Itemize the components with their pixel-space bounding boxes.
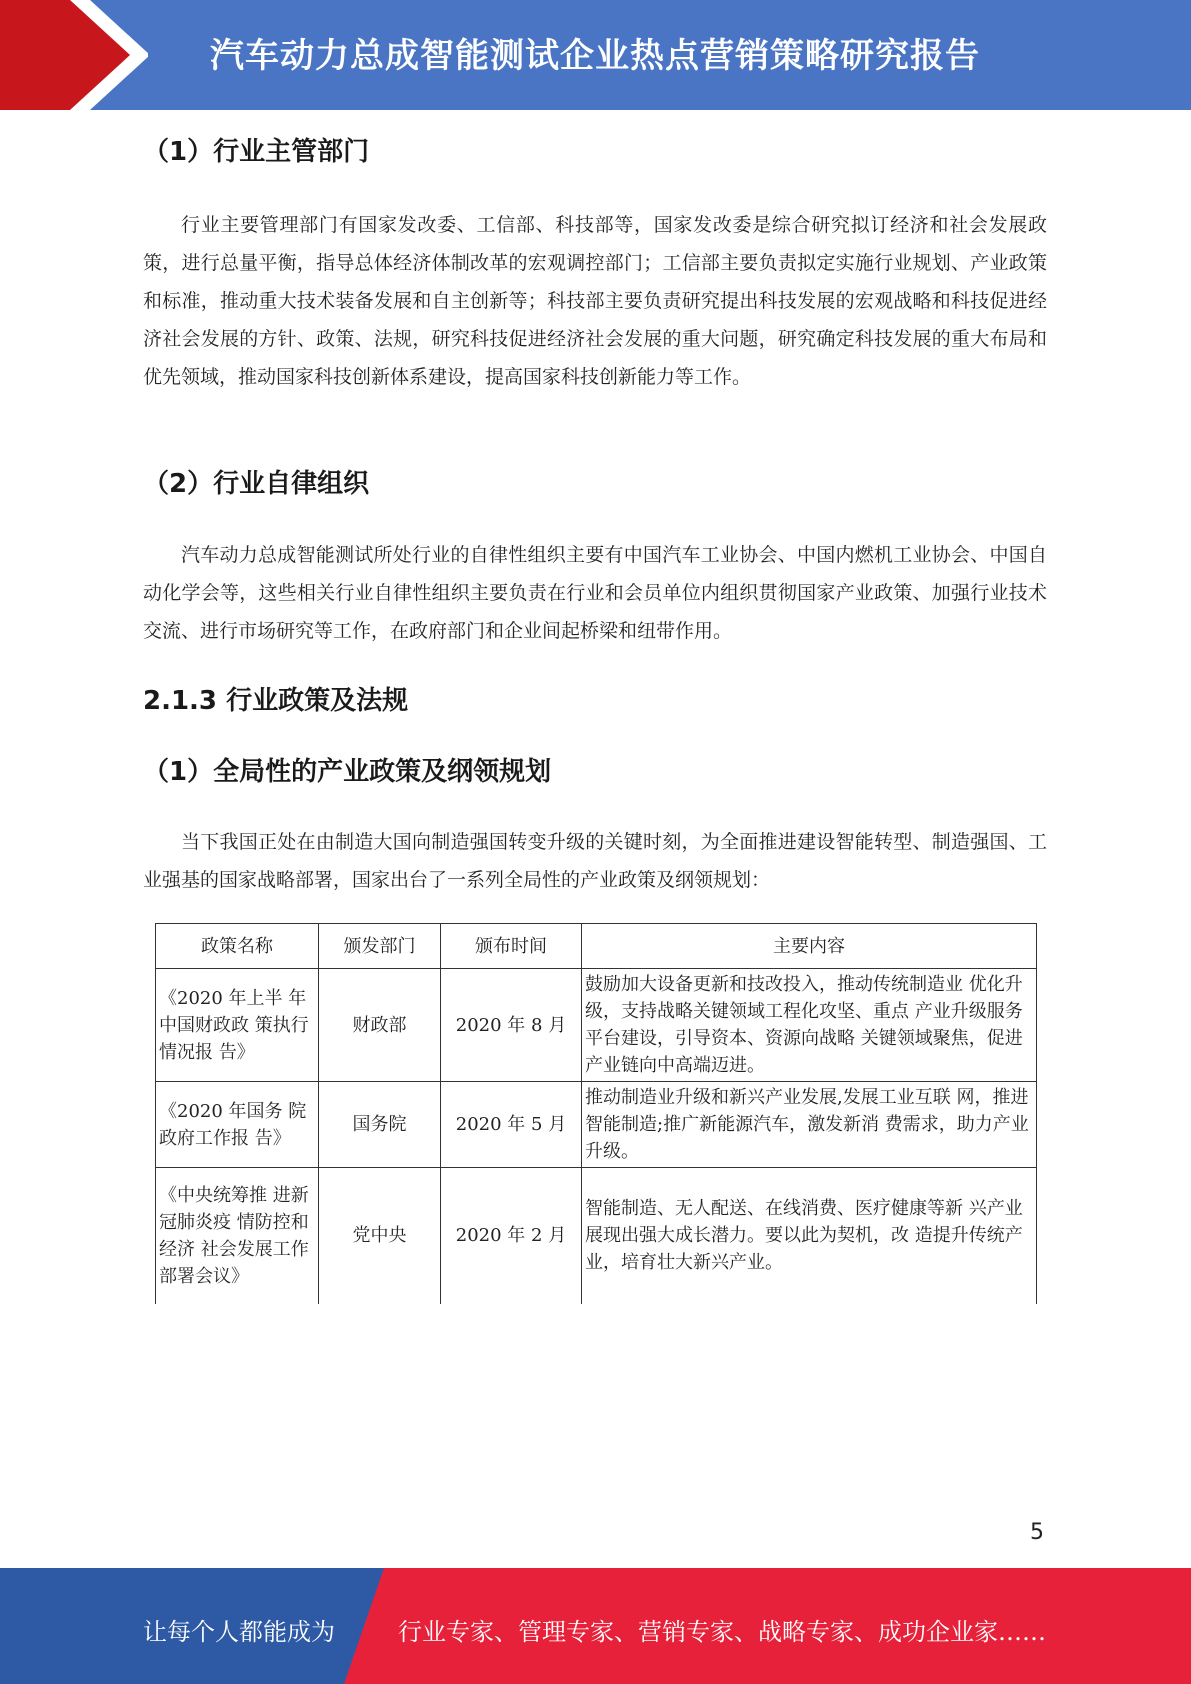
footer-slogan-right: 行业专家、管理专家、营销专家、战略专家、成功企业家…… <box>398 1618 1046 1646</box>
paragraph-industrial-policy: 当下我国正处在由制造大国向制造强国转变升级的关键时刻，为全面推进建设智能转型、制造强国、工业强基的国家战略部署，国家出台了一系列全局性的产业政策及纲领规划： <box>143 831 1047 891</box>
paragraph-self-regulation: 汽车动力总成智能测试所处行业的自律性组织主要有中国汽车工业协会、中国内燃机工业协会、中国自动化学会等，这些相关行业自律性组织主要负责在行业和会员单位内组织贯彻国家产业政策、加强行业技术交流、进行市场研究等工作，在政府部门和企业间起桥梁和纽带作用。 <box>143 544 1047 642</box>
policy-name-cell: 《2020 年上半 年中国财政政 策执行情况报 告》 <box>156 969 319 1082</box>
column-header-date: 颁布时间 <box>441 924 582 969</box>
policy-name-cell: 《中央统筹推 进新冠肺炎疫 情防控和经济 社会发展工作 部署会议》 <box>156 1168 319 1304</box>
footer-banner <box>0 1568 1191 1684</box>
report-title: 汽车动力总成智能测试企业热点营销策略研究报告 <box>210 36 980 76</box>
content-cell: 推动制造业升级和新兴产业发展,发展工业互联 网，推进智能制造;推广新能源汽车，激发新消 费需求，助力产业升级。 <box>582 1082 1037 1168</box>
column-header-department: 颁发部门 <box>319 924 441 969</box>
header-banner <box>0 0 1191 110</box>
date-cell: 2020 年 8 月 <box>441 969 582 1082</box>
paragraph-authority: 行业主要管理部门有国家发改委、工信部、科技部等，国家发改委是综合研究拟订经济和社会发展政策，进行总量平衡，指导总体经济体制改革的宏观调控部门；工信部主要负责拟定实施行业规划、产业政策和标准，推动重大技术装备发展和自主创新等；科技部主要负责研究提出科技发展的宏观战略和科技促进经济社会发展的方针、政策、法规，研究科技促进经济社会发展的重大问题，研究确定科技发展的重大布局和优先领域，推动国家科技创新体系建设，提高国家科技创新能力等工作。 <box>143 214 1047 388</box>
date-cell: 2020 年 2 月 <box>441 1168 582 1304</box>
table-row <box>156 1168 1037 1304</box>
department-cell: 国务院 <box>319 1082 441 1168</box>
column-header-policy-name: 政策名称 <box>156 924 319 969</box>
content-cell: 鼓励加大设备更新和技改投入，推动传统制造业 优化升级，支持战略关键领域工程化攻坚、重点 产业升级服务平台建设，引导资本、资源向战略 关键领域聚焦，促进产业链向中高端迈进。 <box>582 969 1037 1082</box>
department-cell: 财政部 <box>319 969 441 1082</box>
department-cell: 党中央 <box>319 1168 441 1304</box>
column-header-content: 主要内容 <box>582 924 1037 969</box>
policy-table <box>155 923 1037 1304</box>
table-header-row <box>156 924 1037 969</box>
section-heading-authority: （1）行业主管部门 <box>143 137 370 167</box>
section-heading-policy: 2.1.3 行业政策及法规 <box>143 686 409 716</box>
header-red-arrow-icon <box>0 0 148 110</box>
section-heading-industrial-policy: （1）全局性的产业政策及纲领规划 <box>143 757 552 787</box>
date-cell: 2020 年 5 月 <box>441 1082 582 1168</box>
footer-slogan-left: 让每个人都能成为 <box>143 1618 335 1646</box>
table-row <box>156 1082 1037 1168</box>
table-row <box>156 969 1037 1082</box>
section-heading-self-regulation: （2）行业自律组织 <box>143 469 370 499</box>
page-number: 5 <box>1030 1520 1044 1545</box>
content-cell: 智能制造、无人配送、在线消费、医疗健康等新 兴产业展现出强大成长潜力。要以此为契机，改 造提升传统产业，培育壮大新兴产业。 <box>582 1168 1037 1304</box>
policy-name-cell: 《2020 年国务 院政府工作报 告》 <box>156 1082 319 1168</box>
